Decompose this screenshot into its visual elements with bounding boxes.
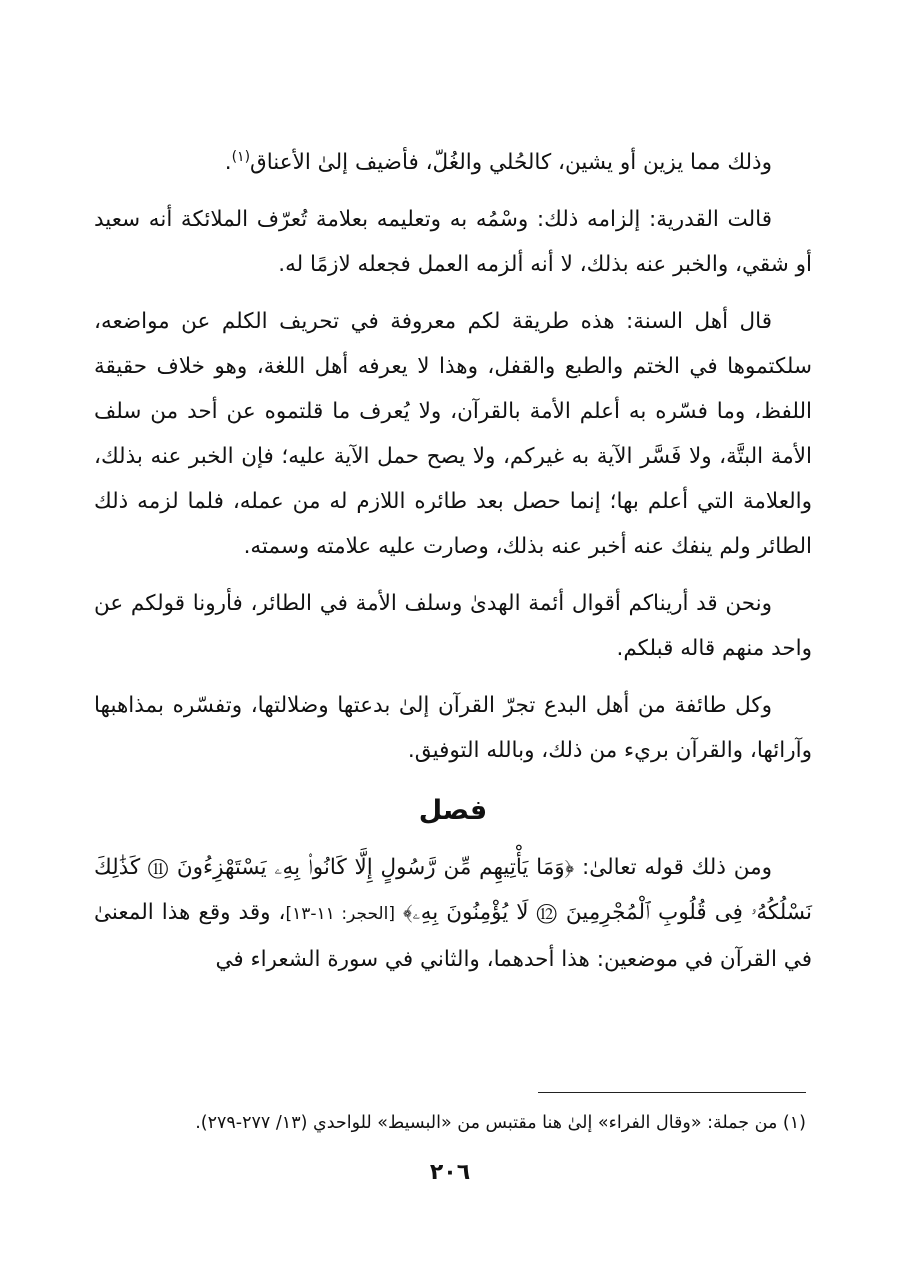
paragraph-3: قال أهل السنة: هذه طريقة لكم معروفة في تحريف الكلم عن مواضعه، سلكتموها في الختم والطبع والقفل، وهذا لا يعرفه أهل اللغة، وهو خلاف حقيقة اللفظ، وما فسّره به أعلم الأمة بالقرآن، ولا يُعرف ما قلتموه عن أحد من سلف الأمة البتَّة، ولا فَسَّر الآية به غيركم، ولا يصح حمل الآية عليه؛ فإن الخبر عنه بذلك، والعلامة التي أعلم بها؛ إنما حصل بعد طائره اللازم له من عمله، فلما لزمه ذلك الطائر ولم ينفك عنه أخبر عنه بذلك، وصارت عليه علامته وسمته. (94, 309, 812, 559)
paragraph-6 (94, 845, 812, 982)
paragraph-1-text: وذلك مما يزين أو يشين، كالحُلي والغُلّ، فأضيف إلىٰ الأعناق (250, 150, 772, 175)
quran-reference: [الحجر: ١١-١٣] (285, 904, 395, 924)
paragraph-1 (94, 140, 812, 185)
quran-verse: ﴿وَمَا يَأْتِيهِم مِّن رَّسُولٍ إِلَّا كَانُوا۟ بِهِۦ يَسْتَهْزِءُونَ ⑪ كَذَٰلِكَ نَسْلُكُهُۥ فِى قُلُوبِ ٱلْمُجْرِمِينَ ⑫ لَا يُؤْمِنُونَ بِهِۦ﴾ (94, 855, 813, 925)
page-body (94, 140, 812, 986)
paragraph-4: ونحن قد أريناكم أقوال أئمة الهدىٰ وسلف الأمة في الطائر، فأرونا قولكم عن واحد منهم قاله قبلكم. (94, 591, 812, 661)
paragraph-1-end: . (224, 150, 232, 175)
paragraph-2: قالت القدرية: إلزامه ذلك: وسْمُه به وتعليمه بعلامة تُعرّف الملائكة أنه سعيد أو شقي، والخبر عنه بذلك، لا أنه ألزمه العمل فجعله لازمًا له. (94, 207, 812, 277)
paragraph-6-rest: ، وقد وقع هذا المعنىٰ في القرآن في موضعين: هذا أحدهما، والثاني في سورة الشعراء في (94, 900, 812, 972)
paragraph-5: وكل طائفة من أهل البدع تجرّ القرآن إلىٰ بدعتها وضلالتها، وتفسّره بمذاهبها وآرائها، والقرآن بريء من ذلك، وبالله التوفيق. (94, 693, 812, 763)
section-title: فصل (418, 795, 488, 826)
footnote-divider (538, 1092, 806, 1093)
footnote-marker[interactable]: (١) (231, 148, 251, 165)
page-number: ٢٠٦ (429, 1160, 471, 1185)
footnote: (١) من جملة: «وقال الفراء» إلىٰ هنا مقتبس من «البسيط» للواحدي (١٣/ ٢٧٧-٢٧٩). (195, 1113, 806, 1133)
paragraph-6-intro: ومن ذلك قوله تعالىٰ: (581, 855, 772, 880)
